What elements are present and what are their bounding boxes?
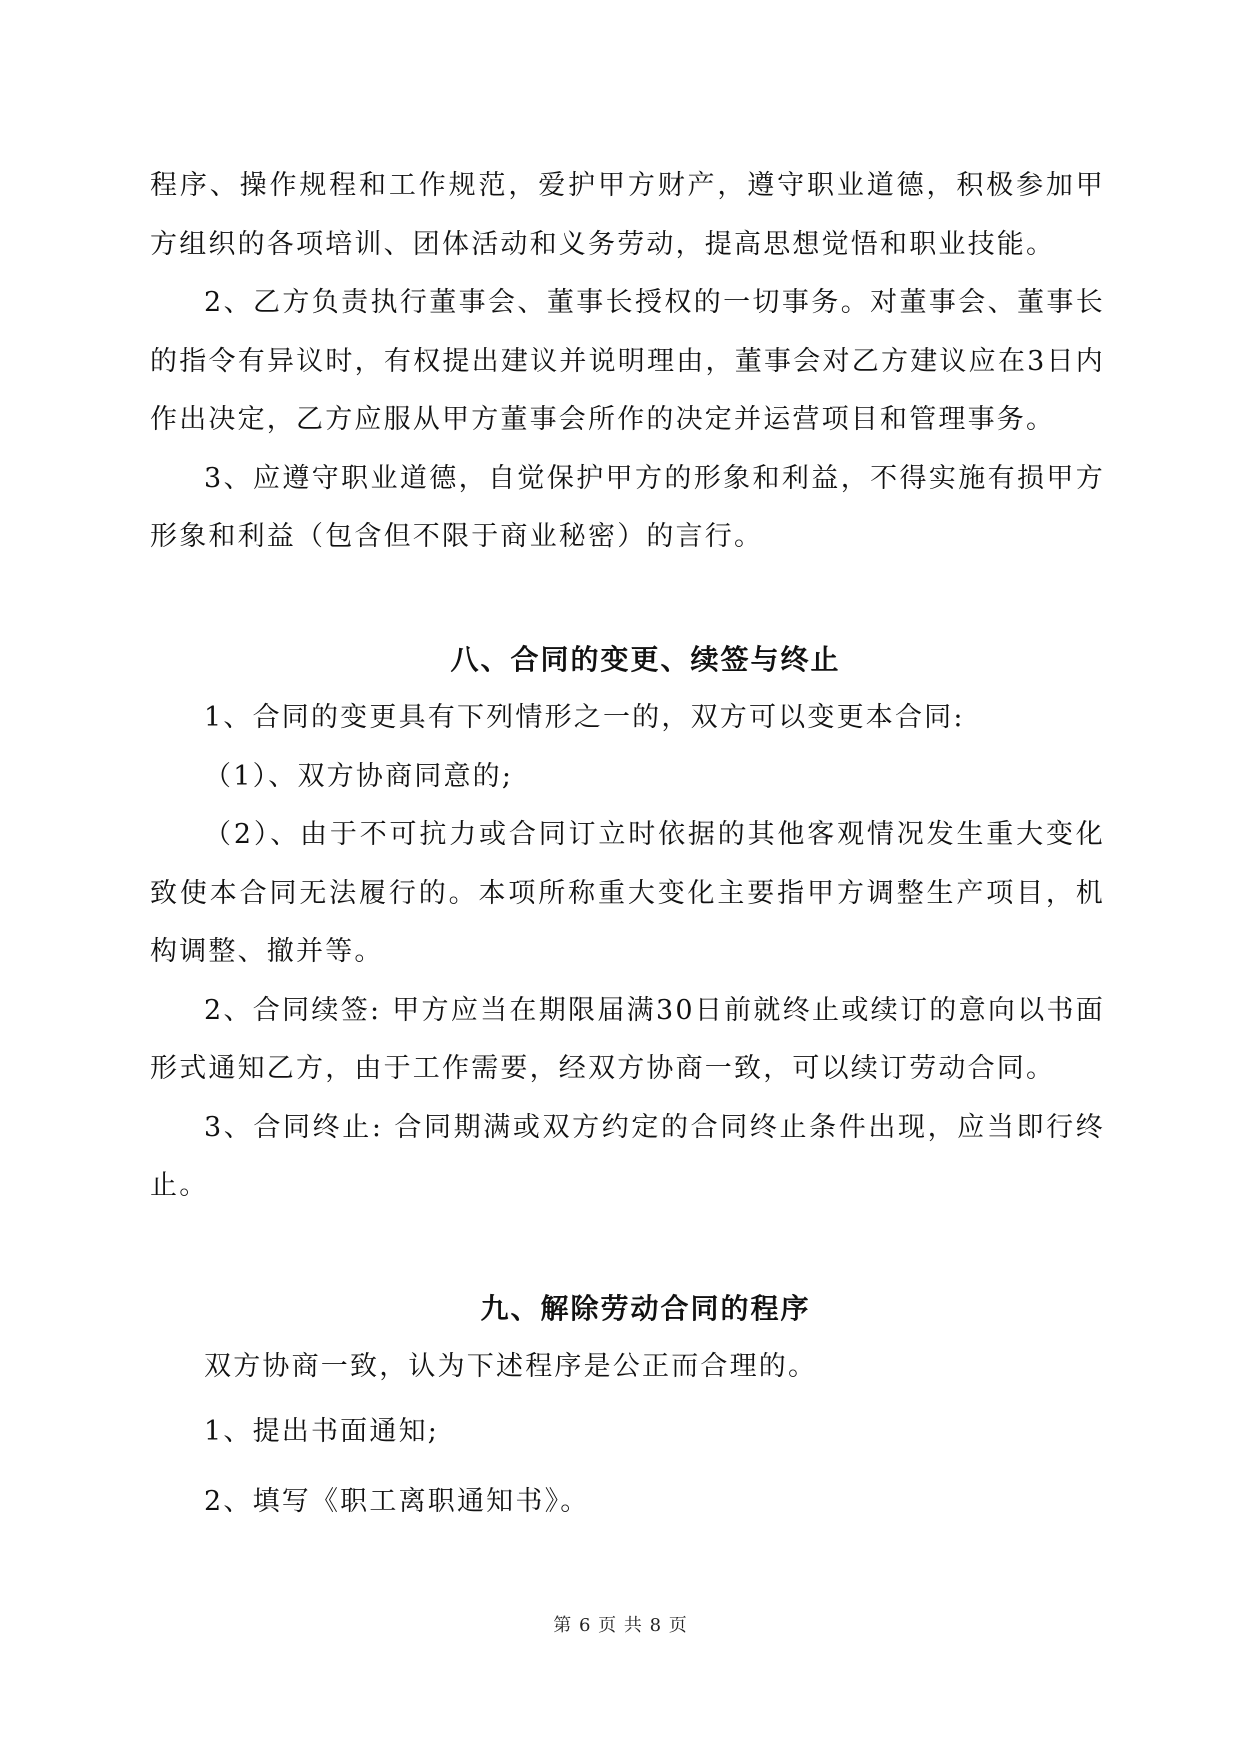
section-spacer <box>150 1216 1105 1280</box>
page-number-footer: 第 6 页 共 8 页 <box>553 1615 688 1636</box>
section9-item-2: 2、填写《职工离职通知书》。 <box>204 1485 590 1517</box>
section8-item-2: 2、合同续签: 甲方应当在期限届满30日前就终止或续订的意向以书面形式通知乙方，由于工作需要，经双方协商一致，可以续订劳动合同。 <box>150 994 1105 1084</box>
section-heading-8: 八、合同的变更、续签与终止 <box>450 642 841 676</box>
section8-item-3: 3、合同终止: 合同期满或双方约定的合同终止条件出现，应当即行终止。 <box>150 1111 1105 1201</box>
section-heading-9: 九、解除劳动合同的程序 <box>480 1291 811 1325</box>
section9-item-1: 1、提出书面通知; <box>204 1415 440 1447</box>
paragraph-continuation: 程序、操作规程和工作规范，爱护甲方财产，遵守职业道德，积极参加甲方组织的各项培训、团体活动和义务劳动，提高思想觉悟和职业技能。 <box>150 170 1105 260</box>
document-body <box>150 157 1105 1537</box>
section-spacer <box>150 567 1105 631</box>
section8-subitem-2: （2）、由于不可抗力或合同订立时依据的其他客观情况发生重大变化致使本合同无法履行的。本项所称重大变化主要指甲方调整生产项目，机构调整、撤并等。 <box>150 819 1105 967</box>
paragraph-item-3: 3、应遵守职业道德，自觉保护甲方的形象和利益，不得实施有损甲方形象和利益（包含但不限于商业秘密）的言行。 <box>150 462 1105 552</box>
section8-item-1: 1、合同的变更具有下列情形之一的，双方可以变更本合同: <box>204 702 965 733</box>
section9-intro: 双方协商一致，认为下述程序是公正而合理的。 <box>204 1351 818 1382</box>
paragraph-item-2: 2、乙方负责执行董事会、董事长授权的一切事务。对董事会、董事长的指令有异议时，有权提出建议并说明理由，董事会对乙方建议应在3日内作出决定，乙方应服从甲方董事会所作的决定并运营项目和管理事务。 <box>150 287 1105 435</box>
section8-subitem-1: （1）、双方协商同意的; <box>204 760 514 792</box>
